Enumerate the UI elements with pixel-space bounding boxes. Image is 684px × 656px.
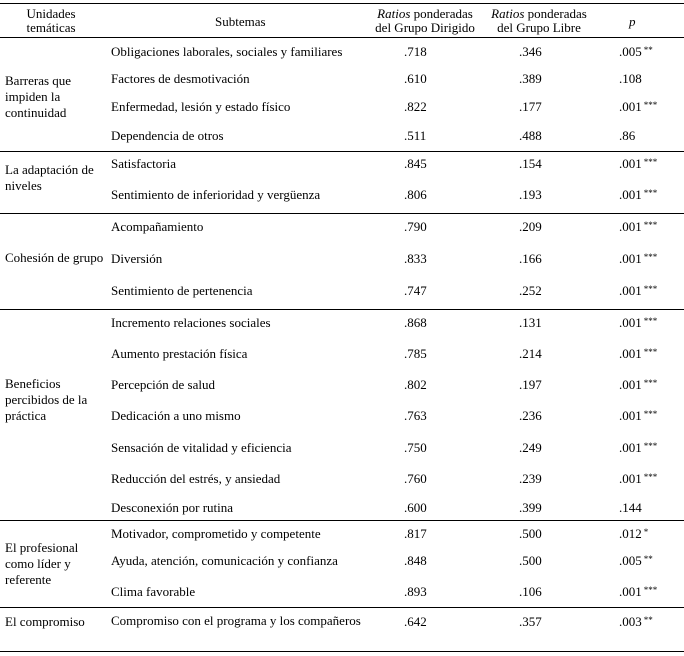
p-cell xyxy=(619,219,657,236)
p-value: .001 xyxy=(619,156,642,171)
p-value: .001 xyxy=(619,471,642,486)
significance-marker: *** xyxy=(643,347,658,357)
p-cell xyxy=(619,315,657,332)
dirigido-cell: .833 xyxy=(404,251,427,266)
p-cell xyxy=(619,128,637,145)
dirigido-cell: .848 xyxy=(404,553,427,568)
p-value: .001 xyxy=(619,315,642,330)
dirigido-cell: .750 xyxy=(404,440,427,455)
p-cell xyxy=(619,526,648,543)
header-subtemas: Subtemas xyxy=(215,14,266,29)
subtema-cell: Aumento prestación física xyxy=(111,346,248,361)
libre-cell: .249 xyxy=(519,440,542,455)
p-value: .86 xyxy=(619,128,636,143)
p-value: .001 xyxy=(619,408,642,423)
subtema-cell: Desconexión por rutina xyxy=(111,500,234,515)
libre-cell: .197 xyxy=(519,377,542,392)
significance-marker: ** xyxy=(643,45,653,55)
subtema-cell: Sensación de vitalidad y eficiencia xyxy=(111,440,292,455)
header-grupo-libre xyxy=(478,7,600,35)
dirigido-cell: .806 xyxy=(404,187,427,202)
table-bottom-rule xyxy=(0,651,684,652)
unit-cohesion: Cohesión de grupo xyxy=(5,250,104,265)
significance-marker: *** xyxy=(643,252,658,262)
subtema-cell: Sentimiento de inferioridad y vergüenza xyxy=(111,187,321,202)
dirigido-cell: .802 xyxy=(404,377,427,392)
p-value: .108 xyxy=(619,71,642,86)
libre-cell: .166 xyxy=(519,251,542,266)
p-value: .005 xyxy=(619,553,642,568)
subtema-cell: Percepción de salud xyxy=(111,377,215,392)
significance-marker: *** xyxy=(643,472,658,482)
header-unidades xyxy=(16,7,86,35)
p-cell xyxy=(619,251,657,268)
group-rule xyxy=(0,151,684,152)
header-p: p xyxy=(629,14,636,29)
significance-marker: *** xyxy=(643,157,658,167)
significance-marker: * xyxy=(643,527,649,537)
subtema-cell: Obligaciones laborales, sociales y familiares xyxy=(111,44,343,59)
unit-beneficios: Beneficios percibidos de la práctica xyxy=(5,376,88,423)
dirigido-cell: .868 xyxy=(404,315,427,330)
libre-cell: .399 xyxy=(519,500,542,515)
table-top-rule xyxy=(0,3,684,4)
dirigido-cell: .642 xyxy=(404,614,427,629)
significance-marker: *** xyxy=(643,188,658,198)
subtema-cell: Incremento relaciones sociales xyxy=(111,315,271,330)
header-grupo-dirigido xyxy=(360,7,490,35)
p-cell xyxy=(619,377,657,394)
libre-cell: .177 xyxy=(519,99,542,114)
p-value: .144 xyxy=(619,500,642,515)
significance-marker: *** xyxy=(643,409,658,419)
dirigido-cell: .822 xyxy=(404,99,427,114)
libre-cell: .214 xyxy=(519,346,542,361)
p-value: .001 xyxy=(619,377,642,392)
subtema-cell: Reducción del estrés, y ansiedad xyxy=(111,471,281,486)
p-value: .001 xyxy=(619,187,642,202)
significance-marker: ** xyxy=(643,615,653,625)
significance-marker: *** xyxy=(643,585,658,595)
p-value: .001 xyxy=(619,584,642,599)
p-cell xyxy=(619,440,657,457)
p-cell xyxy=(619,99,657,116)
p-value: .001 xyxy=(619,251,642,266)
dirigido-cell: .600 xyxy=(404,500,427,515)
libre-cell: .389 xyxy=(519,71,542,86)
p-value: .001 xyxy=(619,440,642,455)
p-cell xyxy=(619,471,657,488)
significance-marker: ** xyxy=(643,554,653,564)
subtema-cell: Factores de desmotivación xyxy=(111,71,250,86)
significance-marker: *** xyxy=(643,378,658,388)
p-cell xyxy=(619,283,657,300)
dirigido-cell: .763 xyxy=(404,408,427,423)
dirigido-cell: .817 xyxy=(404,526,427,541)
libre-cell: .209 xyxy=(519,219,542,234)
p-value: .001 xyxy=(619,219,642,234)
subtema-cell: Compromiso con el programa y los compañeros xyxy=(111,613,361,628)
group-rule xyxy=(0,607,684,608)
significance-marker: *** xyxy=(643,316,658,326)
p-cell xyxy=(619,187,657,204)
dirigido-cell: .790 xyxy=(404,219,427,234)
significance-marker: *** xyxy=(643,100,658,110)
libre-cell: .500 xyxy=(519,553,542,568)
dirigido-cell: .785 xyxy=(404,346,427,361)
libre-cell: .346 xyxy=(519,44,542,59)
libre-cell: .106 xyxy=(519,584,542,599)
p-cell xyxy=(619,614,653,631)
subtema-cell: Dependencia de otros xyxy=(111,128,224,143)
unit-profesional: El profesional como líder y referente xyxy=(5,540,79,587)
header-unidades-line1: Unidades xyxy=(26,6,76,21)
libre-cell: .252 xyxy=(519,283,542,298)
header-libre-line2: del Grupo Libre xyxy=(497,20,581,35)
libre-cell: .488 xyxy=(519,128,542,143)
p-cell xyxy=(619,500,644,517)
subtema-cell: Dedicación a uno mismo xyxy=(111,408,241,423)
group-rule xyxy=(0,213,684,214)
subtema-cell: Clima favorable xyxy=(111,584,196,599)
p-value: .005 xyxy=(619,44,642,59)
p-cell xyxy=(619,44,653,61)
header-dirigido-line2: del Grupo Dirigido xyxy=(375,20,475,35)
p-cell xyxy=(619,408,657,425)
libre-cell: .239 xyxy=(519,471,542,486)
p-value: .012 xyxy=(619,526,642,541)
dirigido-cell: .760 xyxy=(404,471,427,486)
dirigido-cell: .747 xyxy=(404,283,427,298)
subtema-cell: Sentimiento de pertenencia xyxy=(111,283,253,298)
p-cell xyxy=(619,584,657,601)
subtema-cell: Satisfactoria xyxy=(111,156,176,171)
unit-barreras: Barreras que impiden la continuidad xyxy=(5,73,72,120)
group-rule xyxy=(0,309,684,310)
dirigido-cell: .845 xyxy=(404,156,427,171)
p-cell xyxy=(619,553,653,570)
header-dirigido-ponderadas: ponderadas xyxy=(410,6,473,21)
group-rule xyxy=(0,520,684,521)
header-rule xyxy=(0,37,684,38)
subtema-cell: Motivador, comprometido y competente xyxy=(111,526,321,541)
libre-cell: .500 xyxy=(519,526,542,541)
p-cell xyxy=(619,156,657,173)
header-dirigido-ratios: Ratios xyxy=(377,6,411,21)
header-libre-ponderadas: ponderadas xyxy=(524,6,587,21)
p-cell xyxy=(619,346,657,363)
dirigido-cell: .610 xyxy=(404,71,427,86)
significance-marker: *** xyxy=(643,441,658,451)
dirigido-cell: .511 xyxy=(404,128,427,143)
libre-cell: .236 xyxy=(519,408,542,423)
p-value: .003 xyxy=(619,614,642,629)
libre-cell: .154 xyxy=(519,156,542,171)
header-libre-ratios: Ratios xyxy=(491,6,525,21)
unit-compromiso: El compromiso xyxy=(5,614,85,629)
p-value: .001 xyxy=(619,346,642,361)
p-value: .001 xyxy=(619,283,642,298)
libre-cell: .193 xyxy=(519,187,542,202)
unit-adaptacion: La adaptación de niveles xyxy=(5,162,94,193)
subtema-cell: Enfermedad, lesión y estado físico xyxy=(111,99,291,114)
libre-cell: .357 xyxy=(519,614,542,629)
dirigido-cell: .718 xyxy=(404,44,427,59)
header-unidades-line2: temáticas xyxy=(26,20,76,35)
subtema-cell: Diversión xyxy=(111,251,163,266)
libre-cell: .131 xyxy=(519,315,542,330)
p-cell xyxy=(619,71,644,88)
subtema-cell: Ayuda, atención, comunicación y confianza xyxy=(111,553,338,568)
significance-marker: *** xyxy=(643,220,658,230)
p-value: .001 xyxy=(619,99,642,114)
dirigido-cell: .893 xyxy=(404,584,427,599)
subtema-cell: Acompañamiento xyxy=(111,219,204,234)
significance-marker: *** xyxy=(643,284,658,294)
